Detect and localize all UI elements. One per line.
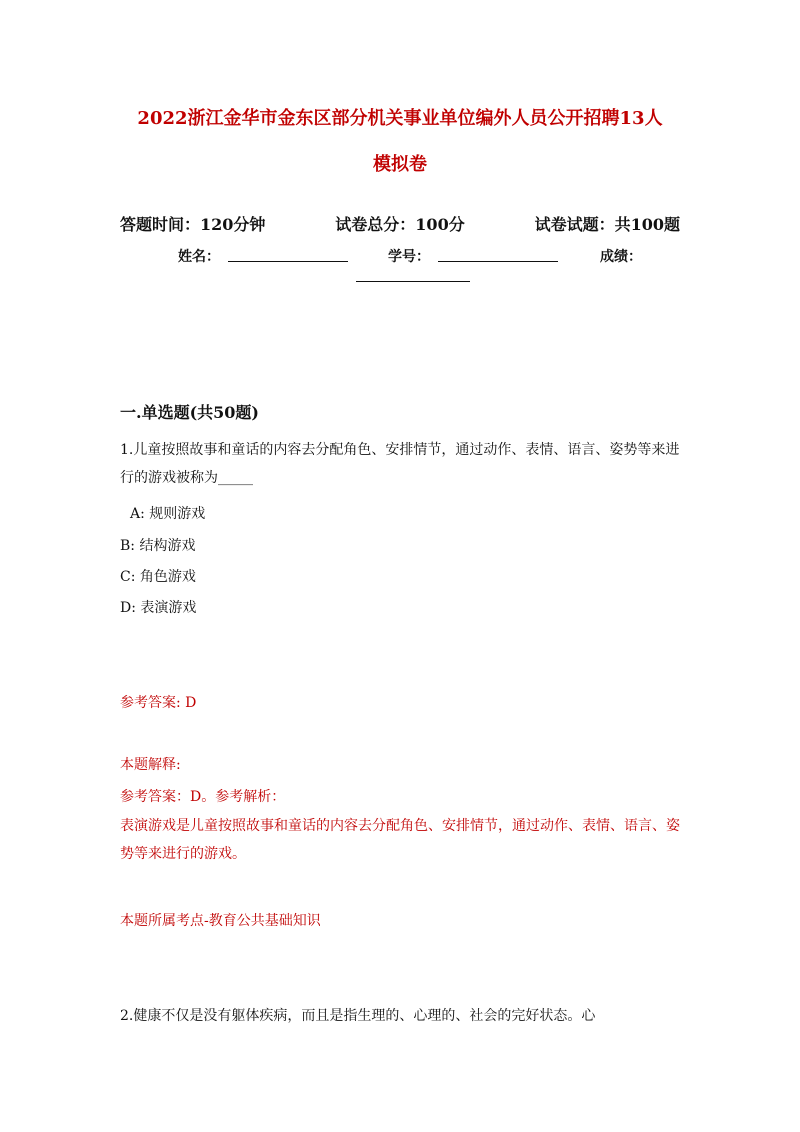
question-1-explain-answer: 参考答案：D。参考解析： — [120, 789, 286, 805]
student-id-label: 学号： — [388, 249, 430, 265]
exam-meta — [120, 212, 680, 235]
grade-blank — [356, 280, 470, 282]
exam-title-line2: 模拟卷 — [373, 154, 427, 175]
question-1-topic: 本题所属考点-教育公共基础知识 — [120, 913, 321, 929]
name-label: 姓名： — [178, 249, 220, 265]
question-1-stem: 1.儿童按照故事和童话的内容去分配角色、安排情节，通过动作、表情、语言、姿势等来进行的游戏被称为_____ — [120, 442, 680, 486]
exam-title-line1: 2022浙江金华市金东区部分机关事业单位编外人员公开招聘13人 — [137, 108, 663, 129]
exam-question-count: 试卷试题：共100题 — [534, 215, 680, 234]
question-1-explain-label: 本题解释: — [120, 757, 181, 773]
exam-total-score: 试卷总分：100分 — [335, 215, 465, 234]
section-title: 一.单选题(共50题) — [120, 403, 259, 422]
question-2-stem: 2.健康不仅是没有躯体疾病，而且是指生理的、心理的、社会的完好状态。心 — [120, 1008, 596, 1024]
question-1-option-c: C: 角色游戏 — [120, 569, 196, 585]
question-1-option-a: A: 规则游戏 — [130, 506, 206, 522]
name-blank — [228, 260, 348, 262]
question-1-option-d: D: 表演游戏 — [120, 600, 197, 616]
question-1-explain-text: 表演游戏是儿童按照故事和童话的内容去分配角色、安排情节，通过动作、表情、语言、姿势等来进行的游戏。 — [120, 818, 680, 862]
question-1-answer: 参考答案: D — [120, 695, 197, 711]
student-id-blank — [438, 260, 558, 262]
exam-time: 答题时间：120分钟 — [120, 215, 266, 234]
grade-label: 成绩： — [600, 249, 642, 265]
question-1-option-b: B: 结构游戏 — [120, 538, 196, 554]
student-info-fields — [120, 246, 680, 292]
